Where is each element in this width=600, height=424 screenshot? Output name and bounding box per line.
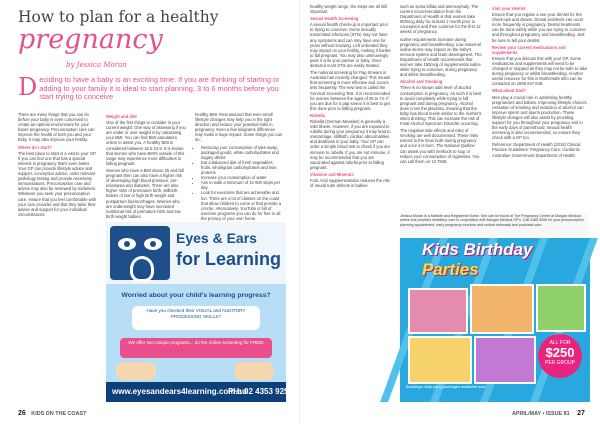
body-paragraph: A sexual health check-up is important prior to trying to conceive. Some sexually transmitted infections (STIs) may not have any symptoms and can may have one for years without knowing. Left untreated they may impact on your fertility, making it harder to fall pregnant. You may also unknowingly pass it onto your partner or baby. Once detected most STIs are easily treated. bbox=[310, 22, 391, 69]
intro-paragraph bbox=[18, 73, 293, 102]
body-paragraph: Ensure that you regular a see your dentist for the check-ups and cleans. Dental problems can occur more frequently in pregnancy. Dental treatments can be done safely while you are trying to conceive and throughout pregnancy and breastfeeding. Just be sure to tell your dentist. bbox=[492, 12, 586, 43]
body-paragraph: Men play a crucial role in optimising healthy pregnancies and babies. Improving lifestyle choices, cessation of smoking and reduction of alcohol can improve sperm and sperm production. These lifestyle changes will also assist by providing support for you throughout your pregnancy and in the early days of parenthood. Sexual health screening is also recommended, so ensure they check with a GP too. bbox=[492, 94, 588, 141]
body-paragraph: healthy BMI. Rest assured that even small lifestyle changes may help you in the right direction and reduce your potential risks in pregnancy. Even a few kilograms difference may make a huge impact. Some things you can do: bbox=[195, 112, 283, 143]
article-column-2 bbox=[106, 112, 186, 218]
ad-footer-bar bbox=[106, 382, 293, 402]
section-heading: Sexual Health Screening bbox=[310, 16, 359, 22]
section-heading: Vitamins and Minerals bbox=[310, 171, 354, 177]
party-photo bbox=[470, 284, 534, 334]
section-heading: Weight and diet bbox=[106, 114, 137, 119]
publication-name: KIDS ON THE COAST bbox=[31, 411, 87, 417]
left-footer bbox=[18, 410, 86, 417]
body-paragraph: The negative side effects and risks of smoking are well documented. These risks extend to the fetus both during pregnancy and once it is born. The National Quitline can assist you with methods to stop or reduce your consumption of cigarettes. You can call them on 13 7848. bbox=[400, 128, 480, 164]
ad-brand-line1: Eyes & Ears bbox=[176, 230, 257, 246]
party-photo bbox=[408, 288, 468, 334]
children-photo bbox=[234, 362, 274, 380]
body-paragraph: One of the first things to consider is your current weight. One way of assessing if you are under or over weight is by calculating your BMI. You can find BMI calculators online to assist you. A healthy BMI is considered between 18.5-24.9. It is known that women who have BMI's outside of this range may experience more difficulties in falling pregnant. bbox=[106, 120, 186, 166]
ad-headline: Worried about your child's learning progress? bbox=[121, 292, 271, 299]
article-column-3 bbox=[195, 112, 283, 221]
party-title-line2: Parties bbox=[422, 260, 479, 279]
article-column-5 bbox=[400, 4, 482, 214]
article-column-6 bbox=[492, 4, 588, 204]
body-paragraph: such as spina bifida and anencephaly. The current recommendation from the Department of Health is that women take 500mcg daily for at least 1 month prior to conception and then continue for the first 12 weeks of pregnancy. bbox=[400, 4, 481, 35]
body-paragraph: Folic Acid supplementation reduces the risk of neural tube defects in babies bbox=[310, 178, 390, 189]
section-heading: Alcohol and Smoking bbox=[400, 79, 443, 85]
section-heading: Where do I start? bbox=[18, 144, 52, 150]
section-heading: What about Dad? bbox=[492, 88, 527, 94]
bullet-item: • Increase your consumption of water bbox=[201, 175, 283, 180]
ad-phone: PH: 02 4353 9255 bbox=[228, 387, 293, 396]
party-photo bbox=[408, 336, 472, 384]
body-paragraph: Rubella (German Measles) is generally a mild illness. However, if you are exposed to rubella during your pregnancy it may lead to miscarriage, stillbirth, cardiac abnormalities and deafness in your baby. Your GP can order a simple blood test to check if you are immune to rubella. If you are not immune, it may be recommended that you are vaccinated against rubella prior to falling pregnant. bbox=[310, 118, 391, 170]
bullet-item: • Reducing your consumption of take-away, packaged goods, white carbohydrates and sugary drinks bbox=[201, 145, 283, 160]
section-heading: Review your current medications and supplements bbox=[492, 44, 566, 55]
body-paragraph: healthy weight range, the steps are all still important. bbox=[310, 4, 387, 15]
body-paragraph: The best place to start is a visit to your GP. If you can find one that has a special interest in pregnancy that's even better. Your GP can provide lifestyle advice and support, conception advice, order relevant pathology testing and provide necessary immunisations. Preconception care and advice may also be reviewed by midwives. Whatever you seek your preconception care, ensure that you feel comfortable with your care provider and that they tailor their advice and support for your individual circumstances. bbox=[18, 150, 97, 217]
page-number: 26 bbox=[18, 410, 26, 417]
price-badge bbox=[538, 334, 582, 378]
children-photo bbox=[116, 362, 156, 380]
body-paragraph: There are many things that you can do before your baby is even conceived to create an optimal environment for your future pregnancy. Preconception care can improve the health of both you and your baby. It may also improve your fertility. bbox=[18, 112, 95, 143]
party-photo bbox=[474, 336, 536, 384]
body-paragraph: There is no known safe level of alcohol consumption in pregnancy. As such it is best to avoid completely while trying to fall pregnant and during pregnancy. Alcohol does cross the placenta, meaning that the baby has blood levels similar to the mother's when drinking. This can increase the risk of Fetal Alcohol Spectrum Disorder occurring. bbox=[400, 85, 482, 127]
party-info: Bookings: kids party packages available now bbox=[406, 384, 486, 389]
body-paragraph: Women who have a BMI above 25 and fall pregnant then can also have a higher risk of developing high blood pressure, pre-eclampsia and diabetes. There are also higher risks of premature birth, stillbirth, babies of low or high birth weight and postpartum haemorrhages. Women who are underweight may have increased nutritional risk of premature birth and low birth weight babies. bbox=[106, 167, 184, 219]
author-bio: Jessica Moran is a Midwife and Registered Nurse. She can be found at The Pregnancy Centre at Morgan Medical where she provides midwifery care in conjunction with Morgan Medical GP's. Call 4365 0055 for your preconception planning appointment, early pregnancy services and routine antenatal and postnatal care. bbox=[400, 214, 588, 236]
byline: by Jessica Moran bbox=[66, 61, 127, 69]
party-photo bbox=[536, 284, 586, 332]
section-heading: Rubella bbox=[310, 112, 325, 118]
bullet-item: • Look for exercises that are achievable and fun. There are a lot of classes on the coast that allow children to come or that provide a creche. Alternatively, YouTube is full of exercise programs you can do for free in all the privacy of your own home. bbox=[201, 190, 283, 221]
price-label-top: ALL FOR bbox=[549, 340, 571, 346]
body-paragraph: The national screening for Pap Smears in Australia has recently changed. This means that screening is more effective and occurs less frequently. The new test is called the Cervical Screening Test. It is recommended for women between the ages of 25 to 74. If you are due for a pap smear it is best to get this done prior to falling pregnant. bbox=[310, 70, 391, 111]
eye-icon bbox=[118, 238, 136, 250]
drop-cap: D bbox=[18, 73, 38, 101]
section-heading: Visit your dentist bbox=[492, 6, 526, 11]
eye-icon bbox=[144, 238, 162, 250]
page-number: 27 bbox=[577, 410, 585, 417]
ad-question-box: Have you checked their VISUAL and AUDITORY PROCESSING SKILLS? bbox=[132, 306, 260, 330]
price-label-bottom: PER GROUP bbox=[544, 360, 575, 366]
ear-icon bbox=[130, 256, 154, 282]
ad-offer-banner: We offer two unique programs... do the online screening for FREE! bbox=[120, 338, 272, 358]
article-title-line2: pregnancy bbox=[18, 24, 163, 55]
ad-website-link[interactable]: www.eyesandears4learning.com.au bbox=[112, 387, 247, 396]
article-title-line1: How to plan for a healthy bbox=[18, 8, 219, 26]
eye-ear-logo-icon bbox=[110, 226, 170, 280]
party-title-line1: Kids Birthday bbox=[422, 240, 533, 259]
ad-brand-line2: for Learning bbox=[176, 249, 282, 269]
body-paragraph: Ensure that you discuss this with your GP. Some medications and supplements will need to be changed or stopped as they may not be safe to take during pregnancy or whilst breastfeeding. Another useful resource for this is Mothersafe who can be contacted on 1800 647 848. bbox=[492, 55, 588, 87]
intro-text: eciding to have a baby is an exciting time. If you are thinking of starting or adding to your family it is ideal to start planning, 3 to 6 months before you start trying to conceive bbox=[39, 75, 280, 102]
right-footer bbox=[512, 410, 589, 417]
kids-party-ad[interactable] bbox=[400, 238, 590, 402]
body-paragraph: Reference: Department of Health (2018) Clinical Practice Guidelines: Pregnancy Care. Canberra: Australian Government Department of Health. bbox=[492, 142, 581, 158]
bullet-item: • Aim to walk a minimum of 10 000 steps per day bbox=[201, 180, 283, 190]
article-column-1 bbox=[18, 112, 98, 374]
issue-date: APRIL/MAY • ISSUE 81 bbox=[512, 411, 570, 417]
right-page bbox=[300, 0, 600, 424]
article-column-4 bbox=[310, 4, 392, 214]
bullet-item: • Eat a balanced diet of fresh vegetables, fruits, wholegrain carbohydrates and lean proteins bbox=[201, 160, 283, 175]
bullet-list bbox=[195, 145, 283, 221]
body-paragraph: Iodine requirements increase during pregnancy and breastfeeding. Low maternal iodine stores may impact on the baby's nervous system and brain development. The Department of Health recommends that women take 150mcg of supplemental iodine while trying to conceive, during pregnancy and whilst breastfeeding. bbox=[400, 36, 482, 78]
eyes-ears-ad[interactable] bbox=[106, 222, 293, 402]
price-value: $250 bbox=[545, 345, 575, 360]
